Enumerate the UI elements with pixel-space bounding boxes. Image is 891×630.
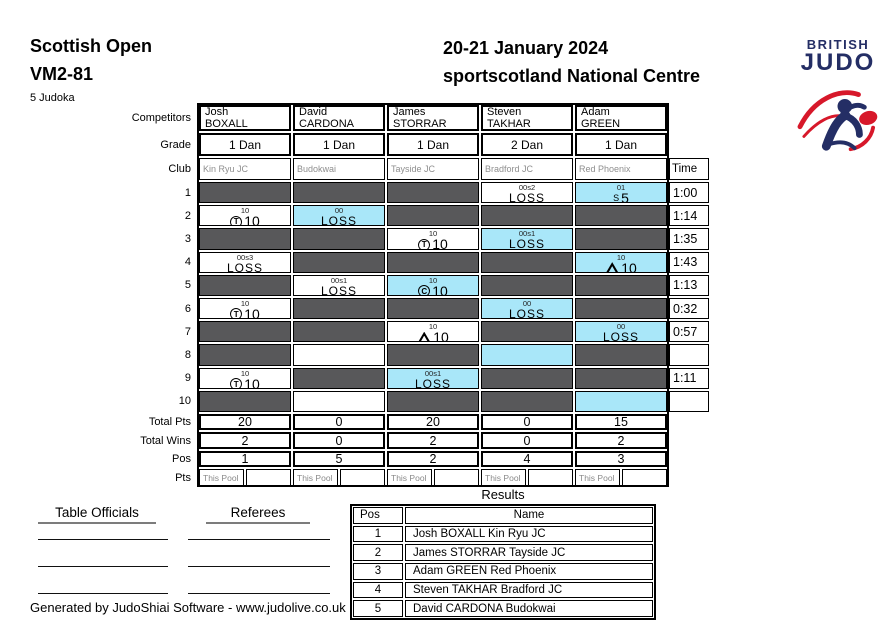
judoka-count: 5 Judoka [30,92,75,104]
score-code: 00s3 [236,252,254,262]
competitor-club-cell: Budokwai [293,158,385,180]
competitor-name-cell [481,105,573,131]
points-cell [293,469,385,486]
pool-cell-unused [387,344,479,365]
grid-spacer [668,104,710,132]
points-value-cell [340,469,385,486]
result-name: Steven TAKHAR Bradford JC [405,582,653,599]
match-number: 2 [184,209,191,222]
triangle-icon [605,262,619,273]
signature-line [188,539,330,540]
match-result-cell [387,228,479,249]
judoka-figure-icon [794,78,882,154]
match-result-cell [387,275,479,296]
signature-line [38,593,168,594]
summary-pos-cell: 2 [387,451,479,468]
loss-label: LOSS [320,283,357,296]
score-code: 10 [428,229,438,239]
summary-wins-cell: 0 [293,432,385,449]
pool-cell-unused [387,205,479,226]
summary-wins-cell: 2 [199,432,291,449]
results-row [352,525,654,544]
time-column-header: Time [669,158,709,180]
pool-cell-unused [575,368,667,389]
match-result-cell [293,391,385,412]
score-value: 10 [244,375,260,389]
summary-pts-cell: 0 [293,414,385,431]
page-title: Scottish Open [30,36,153,56]
grid-spacer [668,468,710,487]
competitor-grade-cell: 1 Dan [575,133,667,156]
score-code: 10 [616,252,626,262]
result-name: Adam GREEN Red Phoenix [405,563,653,580]
pool-cell-unused [481,391,573,412]
summary-pos-cell: 3 [575,451,667,468]
match-result-cell [575,391,667,412]
loss-label: LOSS [508,306,545,320]
points-cell [387,469,479,486]
competitor-first-name: Steven [487,106,522,118]
competitor-first-name: David [299,106,328,118]
category-code: VM2-81 [30,64,94,84]
pool-cell-unused [481,368,573,389]
pool-cell-unused [293,228,385,249]
score-code: 10 [240,368,250,378]
pool-cell-unused [481,252,573,273]
this-pool-label: This Pool [199,469,244,486]
competitor-grade-cell: 1 Dan [387,133,479,156]
score-code [620,393,622,401]
results-row [352,599,654,618]
logo-text-british: BRITISH [806,37,870,52]
row-label-total_wins: Total Wins [140,434,191,447]
match-number: 4 [184,256,191,269]
competitor-last-name: CARDONA [299,118,355,130]
results-row [352,581,654,600]
competitor-grade-cell: 1 Dan [293,133,385,156]
match-result-cell [575,252,667,273]
competitor-grade-cell: 2 Dan [481,133,573,156]
match-result-cell [199,252,291,273]
result-position: 5 [353,600,403,617]
score-code: 00s1 [518,229,536,239]
signature-line [188,593,330,594]
match-result-cell [575,182,667,203]
british-judo-logo [793,38,883,159]
match-result-cell [481,182,573,203]
circle-t-icon: T [230,378,242,389]
pool-cell-unused [293,368,385,389]
match-result-cell [293,275,385,296]
score-line [230,375,260,389]
match-number: 8 [184,348,191,361]
match-result-cell [575,321,667,342]
match-number: 1 [184,186,191,199]
row-label-grade: Grade [160,138,191,151]
pool-cell-unused [199,391,291,412]
score-line [418,238,448,249]
result-position: 3 [353,563,403,580]
score-code: 00s1 [424,368,442,378]
competitor-club-cell: Tayside JC [387,158,479,180]
score-line [230,305,260,320]
grid-spacer [668,132,710,157]
score-code: 00 [334,206,344,216]
pool-cell-unused [575,205,667,226]
score-code: 10 [428,322,438,332]
score-code: 01 [616,183,626,192]
match-time-cell: 1:11 [669,368,709,389]
results-table [350,504,656,620]
summary-pts-cell: 20 [199,414,291,431]
score-value: 10 [244,305,260,320]
referees-heading: Referees [206,505,310,524]
this-pool-label: This Pool [293,469,338,486]
score-line [613,192,629,203]
match-result-cell [293,205,385,226]
loss-label: LOSS [602,330,639,343]
result-position: 2 [353,544,403,561]
match-time-cell: 1:00 [669,182,709,203]
points-value-cell [622,469,667,486]
signature-line [188,566,330,567]
score-code: 10 [240,298,250,308]
summary-wins-cell: 2 [387,432,479,449]
pool-cell-unused [481,275,573,296]
loss-label: LOSS [508,191,545,204]
row-label-total_pts: Total Pts [148,416,191,429]
generator-credit: Generated by JudoShiai Software - www.judolive.co.uk [30,600,346,615]
score-value: 10 [433,329,449,343]
this-pool-label: This Pool [481,469,526,486]
competitor-club-cell: Bradford JC [481,158,573,180]
competitor-name-cell [293,105,385,131]
match-time-cell: 1:43 [669,252,709,273]
pool-cell-unused [387,298,479,319]
circle-c-icon: C [418,285,430,296]
pool-cell-unused [481,321,573,342]
event-date: 20-21 January 2024 [443,38,609,58]
pool-cell-unused [481,205,573,226]
summary-pts-cell: 20 [387,414,479,431]
grid-spacer [668,431,710,450]
summary-wins-cell: 2 [575,432,667,449]
score-line [605,259,637,273]
points-cell [575,469,667,486]
points-value-cell [246,469,291,486]
pool-cell-unused [575,344,667,365]
competitor-grade-cell: 1 Dan [199,133,291,156]
pool-cell-unused [575,275,667,296]
score-line [230,215,260,226]
result-name: James STORRAR Tayside JC [405,544,653,561]
signature-line [38,539,168,540]
match-result-cell [387,368,479,389]
result-position: 1 [353,526,403,543]
signature-line [38,566,168,567]
match-time-cell [669,344,709,365]
match-time-cell: 0:32 [669,298,709,319]
pool-cell-unused [293,252,385,273]
pool-cell-unused [293,182,385,203]
match-result-cell [199,368,291,389]
score-line [418,282,448,296]
points-cell [481,469,573,486]
summary-pts-cell: 0 [481,414,573,431]
score-code: 00s1 [330,275,348,285]
match-result-cell [387,321,479,342]
circle-t-icon: T [230,308,242,319]
score-value: 10 [621,259,637,273]
results-header-pos: Pos [353,507,403,524]
match-number: 7 [184,325,191,338]
points-value-cell [434,469,479,486]
this-pool-label: This Pool [575,469,620,486]
results-header-name: Name [405,507,653,524]
pool-cell-unused [293,321,385,342]
competitor-last-name: GREEN [581,118,621,130]
competitor-first-name: Josh [205,106,229,118]
match-time-cell [669,391,709,412]
pool-cell-unused [199,321,291,342]
this-pool-label: This Pool [387,469,432,486]
pool-cell-unused [199,344,291,365]
match-time-cell: 1:35 [669,228,709,249]
summary-pos-cell: 1 [199,451,291,468]
score-value: 10 [244,213,260,227]
score-code [338,346,340,354]
match-result-cell [293,344,385,365]
result-position: 4 [353,582,403,599]
match-number: 10 [178,395,191,408]
pool-cell-unused [387,252,479,273]
match-number: 9 [184,372,191,385]
competitor-first-name: James [393,106,426,118]
results-row [352,562,654,581]
row-label-competitors: Competitors [131,112,191,124]
competitor-name-cell [199,105,291,131]
score-value: 5 [621,190,629,204]
loss-label: LOSS [508,237,545,250]
pool-cell-unused [387,182,479,203]
results-title: Results [481,487,525,502]
score-value: 10 [432,236,448,250]
pool-cell-unused [387,391,479,412]
points-cell [199,469,291,486]
triangle-icon [417,332,431,343]
score-line [417,331,449,342]
match-number: 5 [184,279,191,292]
match-result-cell [199,205,291,226]
pool-cell-unused [199,228,291,249]
grid-spacer [668,450,710,469]
match-number: 6 [184,302,191,315]
summary-pos-cell: 4 [481,451,573,468]
match-time-cell: 0:57 [669,321,709,342]
row-label-pts: Pts [175,471,191,484]
grid-spacer [668,413,710,432]
circle-t-icon: T [230,216,242,227]
summary-wins-cell: 0 [481,432,573,449]
competitor-name-cell [575,105,667,131]
table-officials-heading: Table Officials [38,505,156,524]
summary-pos-cell: 5 [293,451,385,468]
pool-cell-unused [293,298,385,319]
logo-text-judo: JUDO [800,49,876,76]
pool-cell-unused [575,298,667,319]
pool-cell-unused [199,182,291,203]
match-number: 3 [184,232,191,245]
pool-grid [130,104,710,487]
result-name: David CARDONA Budokwai [405,600,653,617]
match-result-cell [481,228,573,249]
results-row [352,543,654,562]
score-code: 10 [240,206,250,216]
letter-s-icon: S [613,193,620,203]
results-header-row [352,506,654,525]
match-time-cell: 1:13 [669,275,709,296]
circle-t-icon: T [418,239,430,250]
score-value: 10 [432,282,448,296]
match-result-cell [481,344,573,365]
score-code: 00s2 [518,183,536,192]
score-code: 00 [616,322,626,332]
points-value-cell [528,469,573,486]
loss-label: LOSS [414,376,451,389]
competitor-last-name: BOXALL [205,118,248,130]
match-result-cell [481,298,573,319]
score-code [526,346,528,354]
score-code [338,393,340,401]
row-label-club: Club [168,163,191,175]
competitor-club-cell: Kin Ryu JC [199,158,291,180]
match-time-cell: 1:14 [669,205,709,226]
results-panel [350,487,656,620]
result-name: Josh BOXALL Kin Ryu JC [405,526,653,543]
event-venue: sportscotland National Centre [443,66,701,86]
pool-cell-unused [199,275,291,296]
loss-label: LOSS [226,260,263,273]
score-code: 00 [522,298,532,308]
summary-pts-cell: 15 [575,414,667,431]
match-result-cell [199,298,291,319]
competitor-first-name: Adam [581,106,610,118]
pool-cell-unused [575,228,667,249]
row-label-pos: Pos [172,453,191,466]
score-code: 10 [428,275,438,285]
competitor-club-cell: Red Phoenix [575,158,667,180]
competitor-last-name: STORRAR [393,118,447,130]
loss-label: LOSS [320,214,357,227]
competitor-name-cell [387,105,479,131]
competitor-last-name: TAKHAR [487,118,531,130]
